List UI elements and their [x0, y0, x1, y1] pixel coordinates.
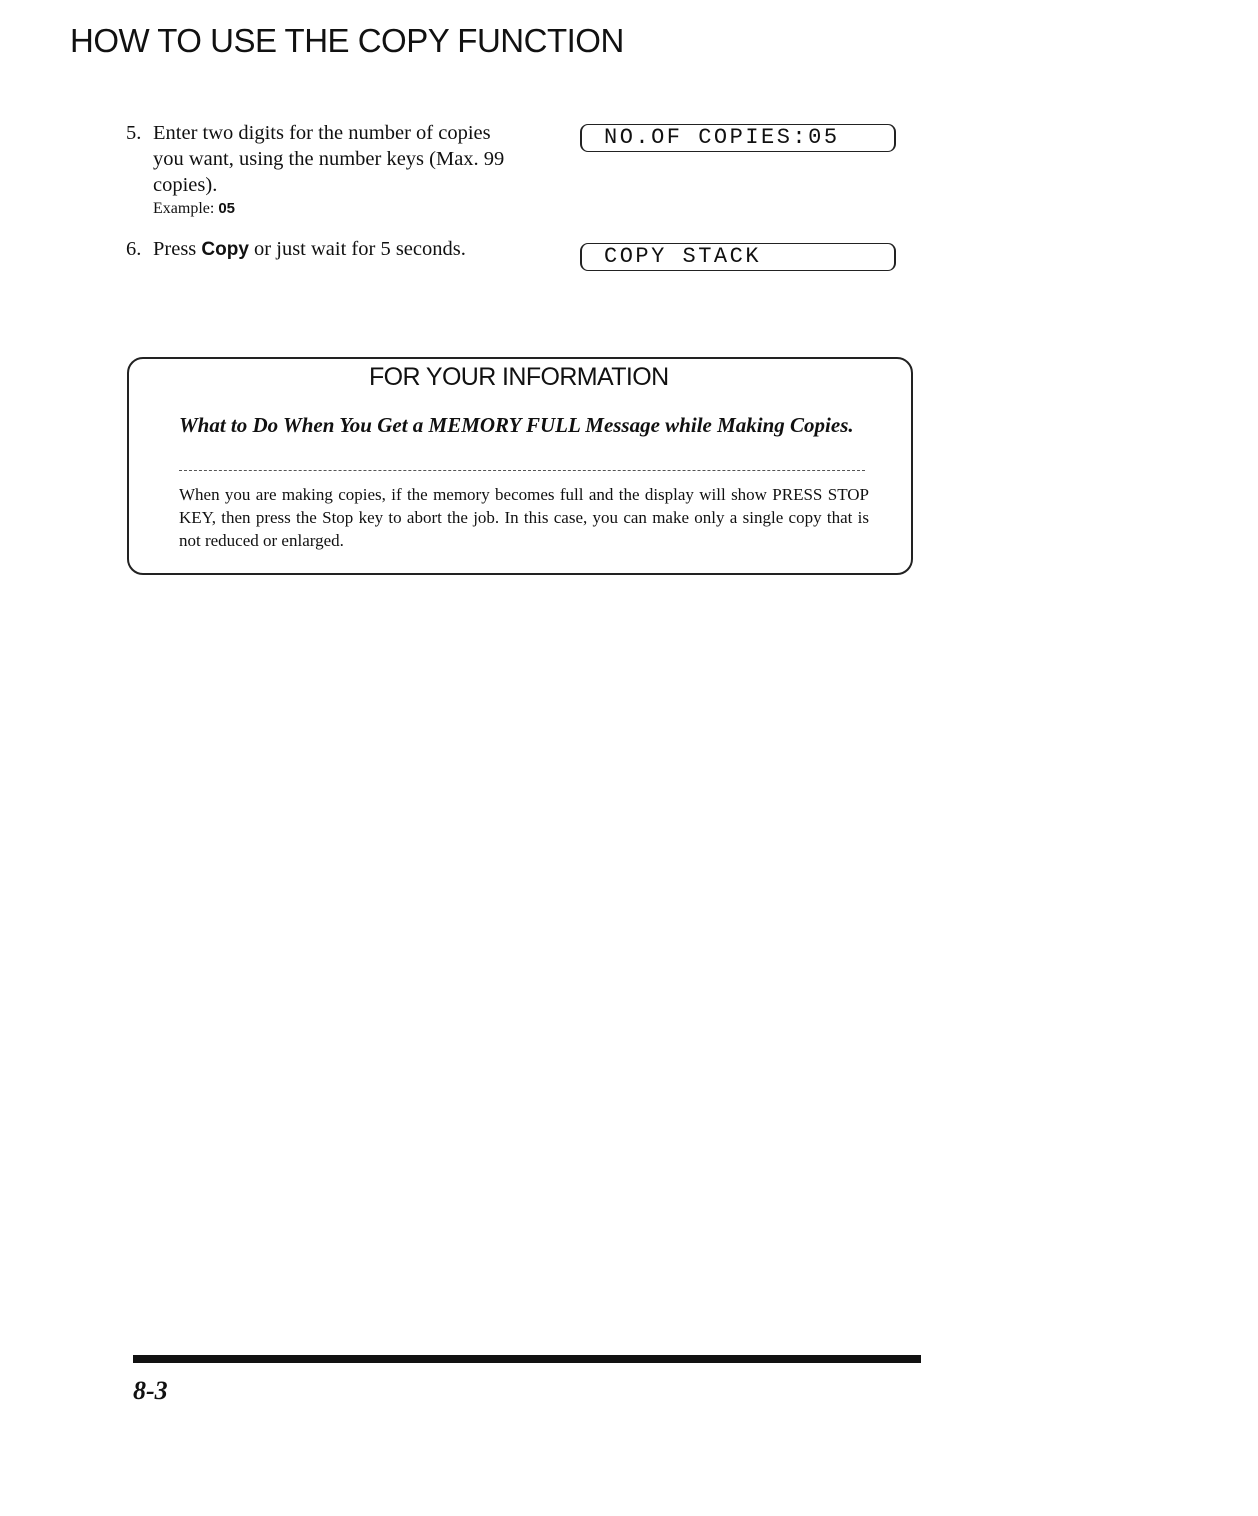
page-heading: HOW TO USE THE COPY FUNCTION: [70, 22, 624, 59]
lcd-display-copies: NO.OF COPIES:05: [580, 124, 896, 152]
step-text: [153, 236, 506, 263]
example-label: Example:: [153, 200, 215, 217]
step-text: [153, 120, 506, 220]
lcd-display-copy-stack: COPY STACK: [580, 243, 896, 271]
step-text-before: Press: [153, 238, 197, 260]
info-box: [127, 357, 913, 575]
info-title: FOR YOUR INFORMATION: [369, 363, 669, 391]
footer-rule: [133, 1355, 921, 1363]
info-subtitle: What to Do When You Get a MEMORY FULL Message while Making Copies.: [179, 413, 854, 437]
divider: [179, 470, 865, 471]
copy-key-label: Copy: [201, 239, 249, 260]
example-value: 05: [218, 200, 235, 217]
page-number: 8-3: [133, 1376, 168, 1405]
decorative-dots: [195, 363, 345, 385]
info-body: When you are making copies, if the memory becomes full and the display will show PRESS STOP KEY, then press the Stop key to abort the job. In this case, you can make only a single copy that is not reduced or enlarged.: [179, 485, 869, 550]
example-line: [153, 198, 506, 220]
step-number: 6.: [126, 238, 142, 260]
step-instruction: Enter two digits for the number of copies you want, using the number keys (Max. 99 copies).: [153, 122, 505, 196]
step-5: [126, 120, 506, 220]
step-number: 5.: [126, 122, 142, 144]
step-text-after: or just wait for 5 seconds.: [254, 238, 466, 260]
step-6: [126, 236, 506, 263]
